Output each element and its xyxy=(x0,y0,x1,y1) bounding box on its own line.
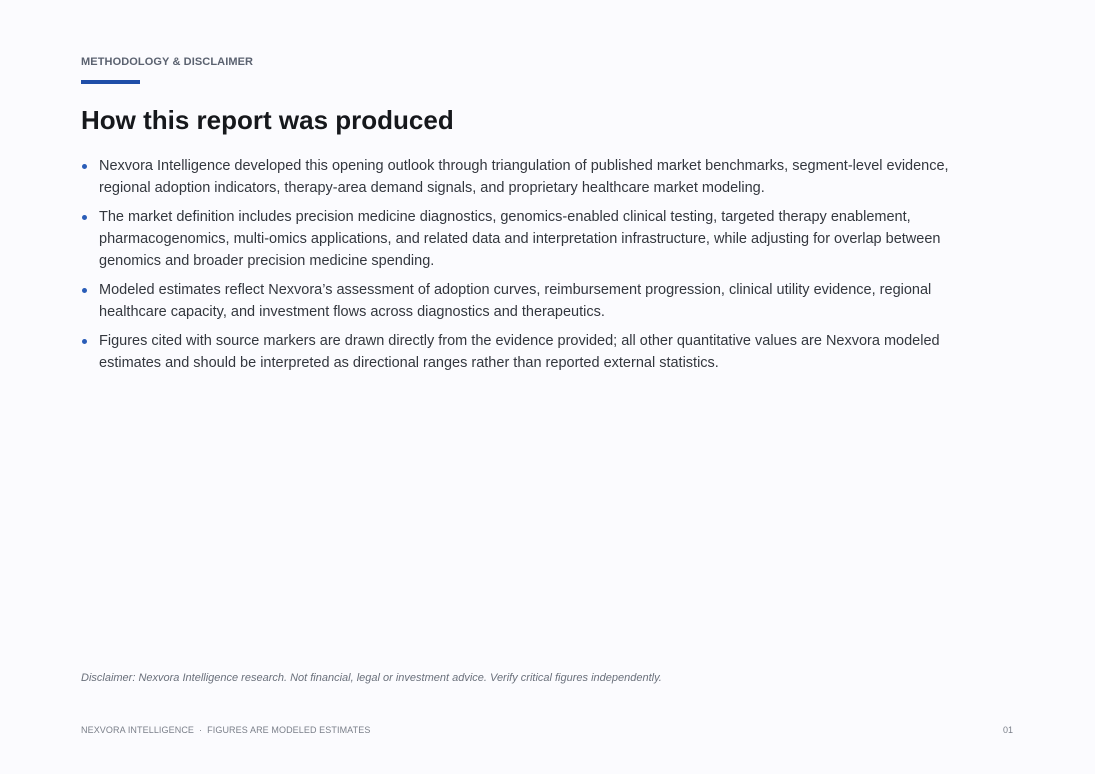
bullet-text: Figures cited with source markers are drawn directly from the evidence provided; all other quantitative values are Nexvora modeled estimates and should be interpreted as directional ranges rather than reported external statistics. xyxy=(99,333,940,371)
footer-note: FIGURES ARE MODELED ESTIMATES xyxy=(207,725,371,735)
bullet-dot-icon xyxy=(82,215,87,220)
bullet-item xyxy=(81,155,986,199)
bullet-text: Nexvora Intelligence developed this opening outlook through triangulation of published market benchmarks, segment-level evidence, regional adoption indicators, therapy-area demand signals, and proprietary healthcare market modeling. xyxy=(99,158,949,196)
accent-rule xyxy=(81,80,140,84)
bullet-dot-icon xyxy=(82,164,87,169)
methodology-bullet-list xyxy=(81,155,986,381)
footer-brand: NEXVORA INTELLIGENCE xyxy=(81,725,195,735)
footer-brand-line xyxy=(81,725,370,735)
bullet-text: Modeled estimates reflect Nexvora’s assessment of adoption curves, reimbursement progression, clinical utility evidence, regional healthcare capacity, and investment flows across diagnostics and therapeutics. xyxy=(99,282,932,320)
footer-separator: · xyxy=(199,725,203,735)
bullet-item xyxy=(81,279,986,323)
page-number: 01 xyxy=(1002,725,1013,735)
bullet-text: The market definition includes precision medicine diagnostics, genomics-enabled clinical testing, targeted therapy enablement, pharmacogenomics, multi-omics applications, and related data and interpretation infrastructure, while adjusting for overlap between genomics and broader precision medicine spending. xyxy=(99,209,941,269)
disclaimer-text: Disclaimer: Nexvora Intelligence research. Not financial, legal or investment advice. Verify critical figures independently. xyxy=(81,672,662,684)
section-eyebrow: METHODOLOGY & DISCLAIMER xyxy=(81,56,254,68)
page-title: How this report was produced xyxy=(81,105,454,135)
bullet-dot-icon xyxy=(82,339,87,344)
bullet-item xyxy=(81,330,986,374)
bullet-dot-icon xyxy=(82,288,87,293)
bullet-item xyxy=(81,206,986,272)
